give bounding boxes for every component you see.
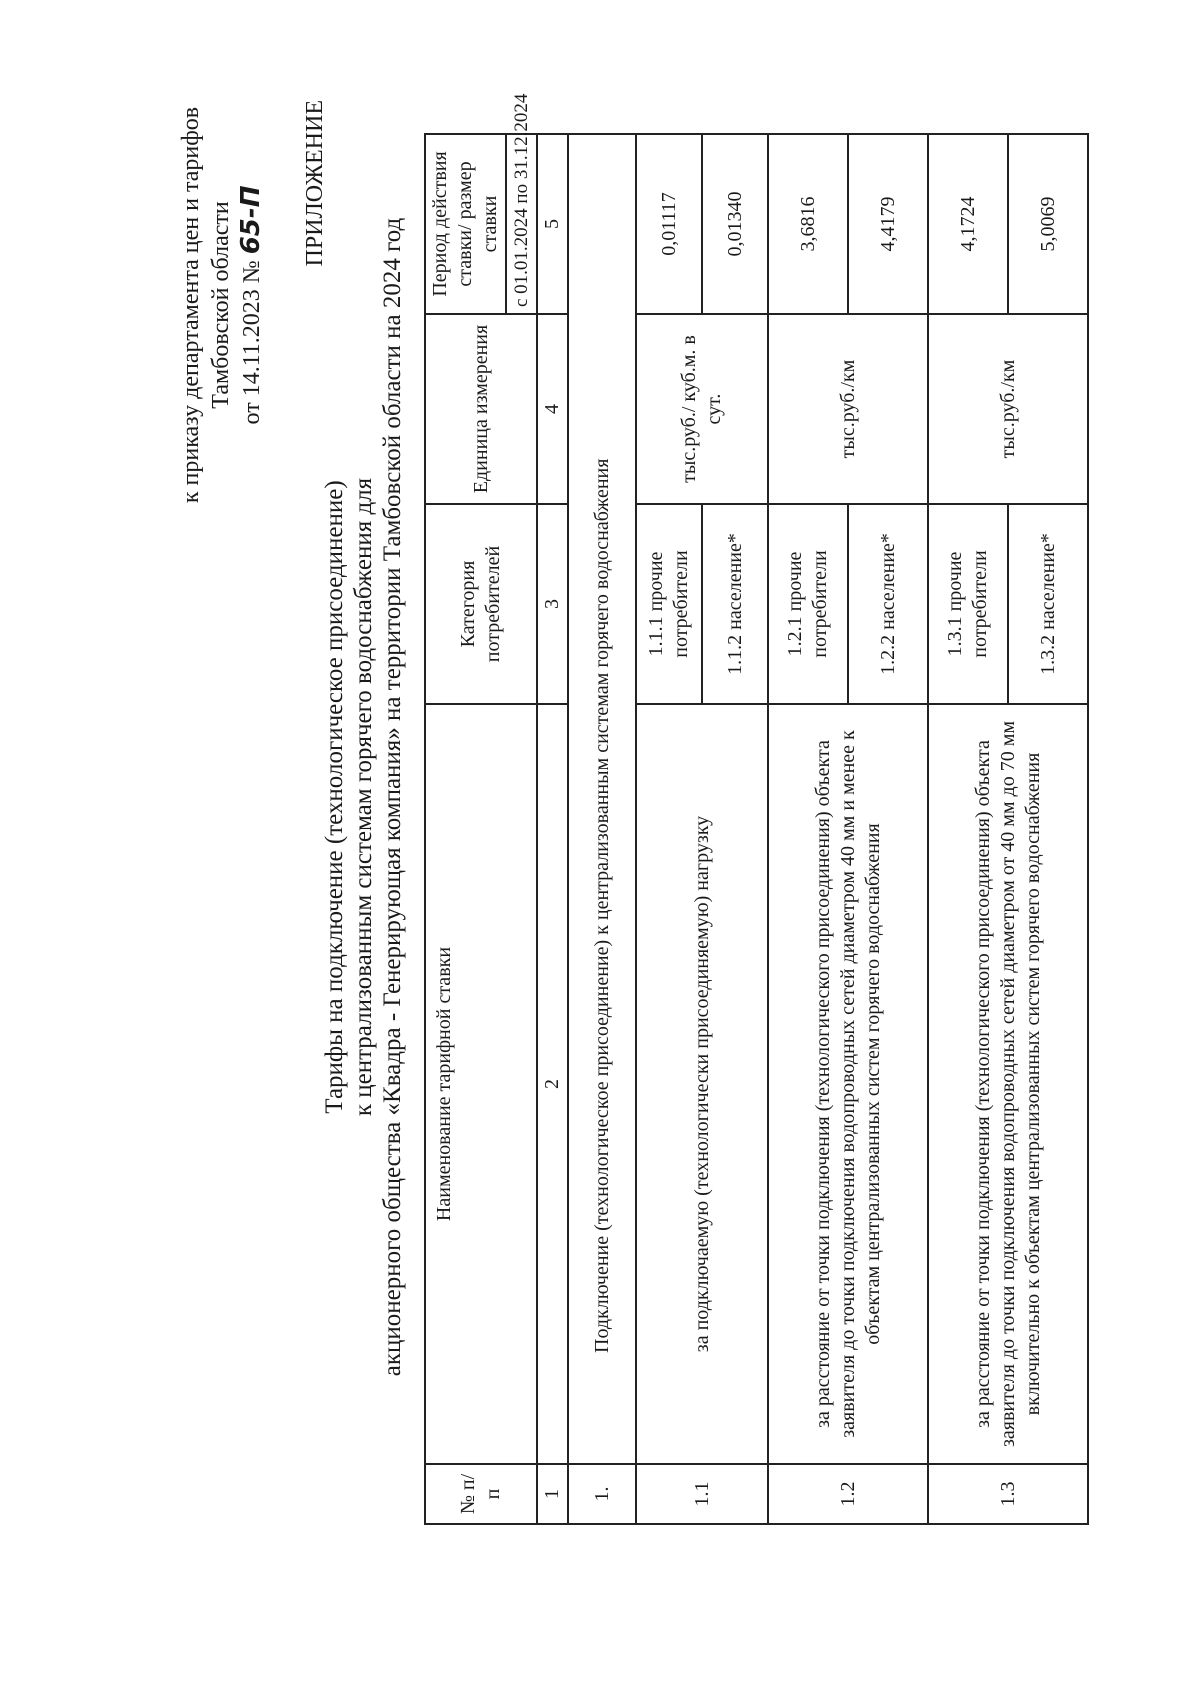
header-period: Период действия ставки/ размер ставки <box>425 134 506 314</box>
row-value: 0,01340 <box>702 134 768 314</box>
header-unit: Единица измерения <box>425 314 537 504</box>
header-name: Наименование тарифной ставки <box>425 704 537 1464</box>
tariff-table <box>424 93 1089 1525</box>
row-category: 1.2.1 прочие потребители <box>768 504 848 704</box>
table-row <box>636 134 702 1524</box>
table-header-row <box>425 134 506 1524</box>
column-number-row <box>537 134 568 1524</box>
row-unit: тыс.руб./ куб.м. в сут. <box>636 314 768 504</box>
header-period-dates: с 01.01.2024 по 31.12.2024 <box>506 134 537 314</box>
row-unit: тыс.руб./км <box>768 314 928 504</box>
section-row <box>568 134 636 1524</box>
order-date: от 14.11.2023 № <box>239 260 265 425</box>
header-num: № п/п <box>425 1464 537 1524</box>
row-name: за расстояние от точки подключения (технологического присоединения) объекта заявителя до точки подключения водопроводных сетей диаметром от 40 мм до 70 мм включительно к объектам централизованных систем горячего водоснабжения <box>928 704 1088 1464</box>
order-line-2: Тамбовской области <box>208 201 234 409</box>
column-number-4: 4 <box>537 314 568 504</box>
column-number-2: 2 <box>537 704 568 1464</box>
row-category: 1.1.1 прочие потребители <box>636 504 702 704</box>
row-num: 1.1 <box>636 1464 768 1524</box>
order-date-line <box>236 90 267 520</box>
section-name: Подключение (технологическое присоединение) к централизованным системам горячего водоснабжения <box>568 134 636 1464</box>
document-title <box>320 57 407 1537</box>
section-num: 1. <box>568 1464 636 1524</box>
title-line-3: акционерного общества «Квадра - Генерирующая компания» на территории Тамбовской области на 2024 год <box>379 217 406 1377</box>
row-value: 4,1724 <box>928 134 1008 314</box>
column-number-1: 1 <box>537 1464 568 1524</box>
title-line-2: к централизованным системам горячего водоснабжения для <box>350 477 377 1117</box>
appendix-title: ПРИЛОЖЕНИЕ <box>302 100 328 267</box>
title-line-1: Тарифы на подключение (технологическое присоединение) <box>321 480 348 1114</box>
column-number-5: 5 <box>537 134 568 314</box>
row-category: 1.3.1 прочие потребители <box>928 504 1008 704</box>
table-row <box>768 134 848 1524</box>
order-reference <box>176 90 267 520</box>
row-num: 1.2 <box>768 1464 928 1524</box>
row-value: 4,4179 <box>848 134 928 314</box>
row-value: 3,6816 <box>768 134 848 314</box>
row-value: 0,01117 <box>636 134 702 314</box>
header-category: Категория потребителей <box>425 504 537 704</box>
table-row <box>928 134 1008 1524</box>
order-number: 65-П <box>236 185 266 255</box>
row-value: 5,0069 <box>1008 134 1088 314</box>
row-num: 1.3 <box>928 1464 1088 1524</box>
column-number-3: 3 <box>537 504 568 704</box>
row-name: за подключаемую (технологически присоединяемую) нагрузку <box>636 704 768 1464</box>
row-category: 1.2.2 население* <box>848 504 928 704</box>
row-category: 1.1.2 население* <box>702 504 768 704</box>
order-line-1: к приказу департамента цен и тарифов <box>178 106 204 504</box>
row-name: за расстояние от точки подключения (технологического присоединения) объекта заявителя до точки подключения водопроводных сетей диаметром 40 мм и менее к объектам централизованных систем горячего водоснабжения <box>768 704 928 1464</box>
row-category: 1.3.2 население* <box>1008 504 1088 704</box>
row-unit: тыс.руб./км <box>928 314 1088 504</box>
